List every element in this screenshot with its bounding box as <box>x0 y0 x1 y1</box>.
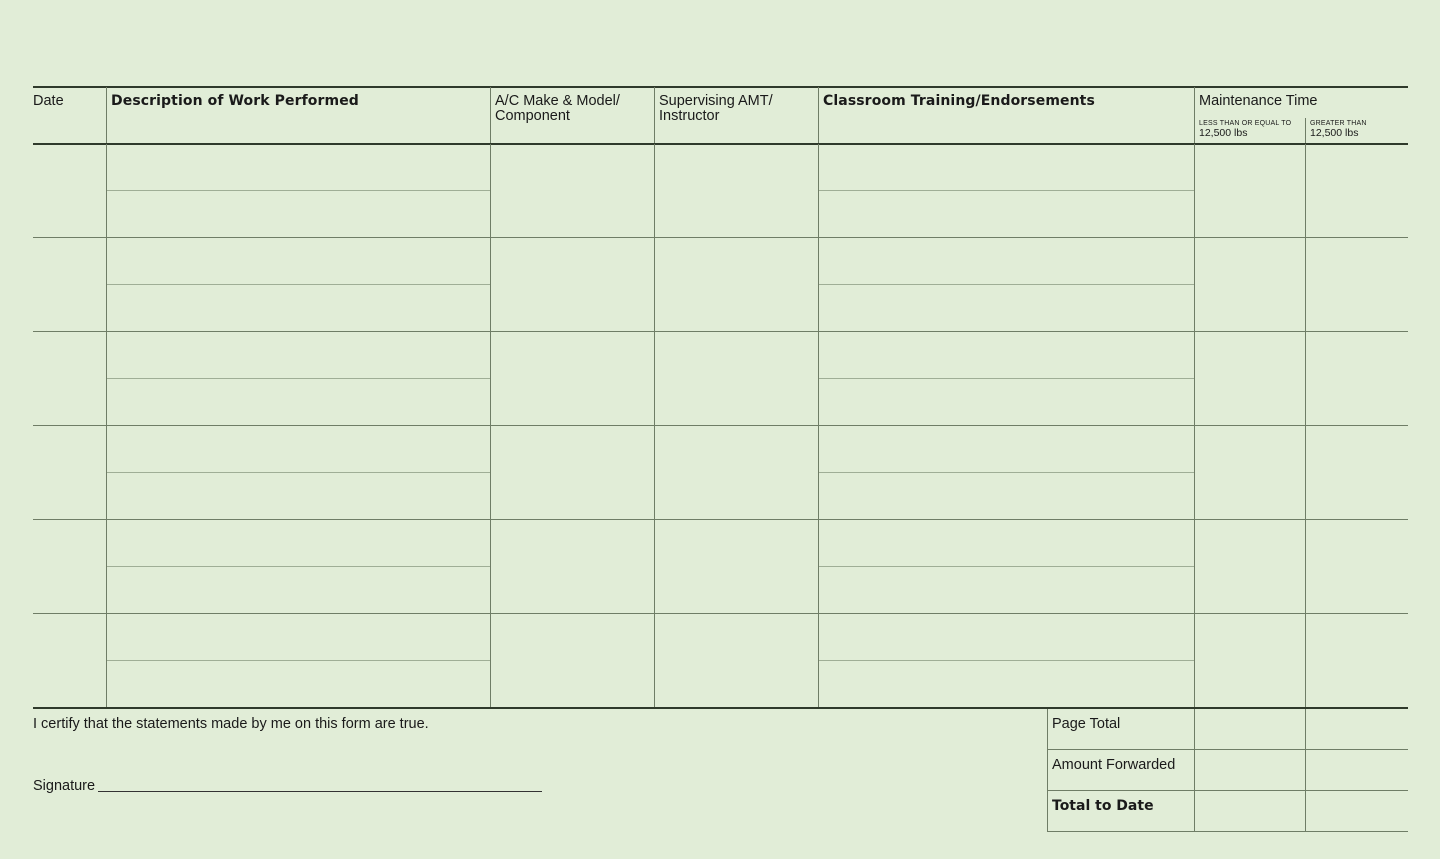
signature-line[interactable] <box>98 791 542 792</box>
entry-subline <box>107 660 490 661</box>
totals-divider <box>1305 709 1306 832</box>
entry-row-rule <box>33 425 1408 426</box>
column-header-maintenance-time: Maintenance Time <box>1199 93 1318 109</box>
page-total-label: Page Total <box>1052 716 1121 732</box>
total-to-date-label: Total to Date <box>1052 798 1154 814</box>
entry-subline <box>819 284 1194 285</box>
column-header-training: Classroom Training/Endorsements <box>823 93 1095 109</box>
entry-row-rule <box>33 613 1408 614</box>
entry-subline <box>107 284 490 285</box>
entry-subline <box>819 190 1194 191</box>
entry-subline <box>819 378 1194 379</box>
totals-divider <box>1047 709 1048 832</box>
header-divider <box>654 87 655 143</box>
column-divider <box>106 144 107 708</box>
header-top-rule <box>33 86 1408 88</box>
totals-row-rule <box>1047 749 1408 750</box>
column-header-date: Date <box>33 93 64 109</box>
entry-subline <box>819 472 1194 473</box>
header-bottom-rule <box>33 143 1408 145</box>
header-divider <box>490 87 491 143</box>
column-header-aircraft: A/C Make & Model/ Component <box>495 93 620 124</box>
amount-forwarded-label: Amount Forwarded <box>1052 757 1176 773</box>
signature-label: Signature <box>33 778 96 794</box>
header-divider <box>1305 118 1306 143</box>
column-divider <box>654 144 655 708</box>
header-divider <box>818 87 819 143</box>
column-header-description: Description of Work Performed <box>111 93 359 109</box>
table-bottom-rule <box>33 707 1408 709</box>
entry-subline <box>107 472 490 473</box>
entry-row-rule <box>33 519 1408 520</box>
column-divider <box>490 144 491 708</box>
column-header-supervisor: Supervising AMT/ Instructor <box>659 93 773 124</box>
totals-row-rule <box>1047 790 1408 791</box>
less-than-weight: 12,500 lbs <box>1199 127 1248 139</box>
entry-subline <box>819 566 1194 567</box>
header-divider <box>1194 87 1195 143</box>
entry-row-rule <box>33 331 1408 332</box>
header-divider <box>106 87 107 143</box>
greater-than-caption: GREATER THAN <box>1310 120 1367 127</box>
column-divider <box>818 144 819 708</box>
entry-subline <box>107 566 490 567</box>
less-than-caption: LESS THAN OR EQUAL TO <box>1199 120 1292 127</box>
totals-divider <box>1194 709 1195 832</box>
entry-subline <box>107 190 490 191</box>
entry-subline <box>107 378 490 379</box>
greater-than-weight: 12,500 lbs <box>1310 127 1359 139</box>
certification-statement: I certify that the statements made by me on this form are true. <box>33 716 429 732</box>
column-divider <box>1305 144 1306 708</box>
entry-row-rule <box>33 237 1408 238</box>
entry-subline <box>819 660 1194 661</box>
totals-row-rule <box>1047 831 1408 832</box>
column-divider <box>1194 144 1195 708</box>
